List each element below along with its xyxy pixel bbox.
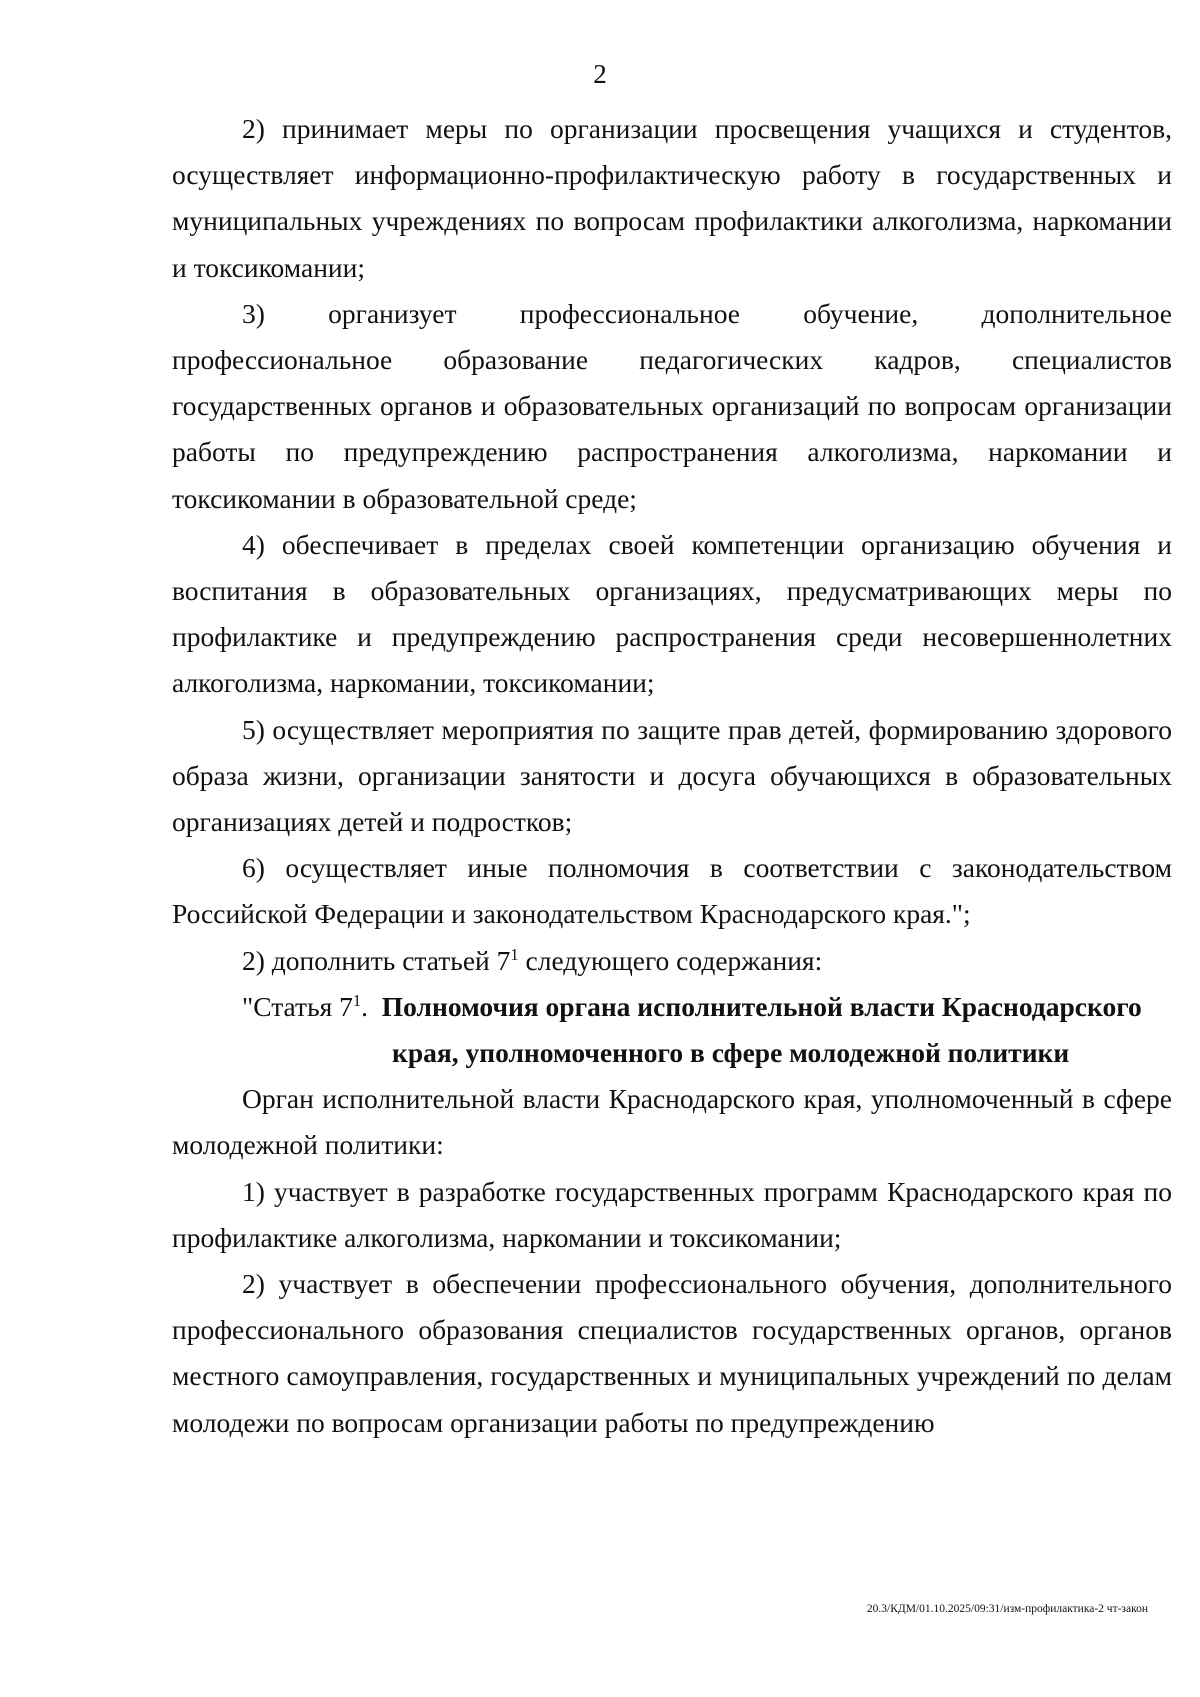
page-number: 2 [593, 59, 607, 89]
amendment-text-before: 2) дополнить статьей 7 [242, 944, 511, 976]
article-title-line2: края, уполномоченного в сфере молодежной политики [392, 1037, 1070, 1069]
document-body [172, 106, 1172, 1446]
paragraph-item-3-training: 3) организует профессиональное обучение, дополнительное профессиональное образование педагогических кадров, специалистов государственных органов и образовательных организаций по вопросам организации работы по предупреждению распространения алкоголизма, наркомании и токсикомании в образовательной среде; [172, 297, 1172, 514]
article-label-prefix: "Статья 7 [242, 990, 353, 1022]
paragraph-item-6-other-powers: 6) осуществляет иные полномочия в соответствии с законодательством Российской Федерации и законодательством Краснодарского края."; [172, 852, 1172, 930]
paragraph-article-item-1: 1) участвует в разработке государственных программ Краснодарского края по профилактике алкоголизма, наркомании и токсикомании; [172, 1175, 1172, 1253]
amendment-text-after: следующего содержания: [518, 944, 823, 976]
document-footer-code: 20.3/КДМ/01.10.2025/09:31/изм-профилактика-2 чт-закон [866, 1603, 1148, 1615]
amendment-instruction [172, 938, 1172, 984]
paragraph-item-5-children-rights: 5) осуществляет мероприятия по защите прав детей, формированию здорового образа жизни, организации занятости и досуга обучающихся в образовательных организациях детей и подростков; [172, 713, 1172, 838]
paragraph-item-2-education: 2) принимает меры по организации просвещения учащихся и студентов, осуществляет информационно-профилактическую работу в государственных и муниципальных учреждениях по вопросам профилактики алкоголизма, наркомании и токсикомании; [172, 113, 1172, 283]
paragraph-article-intro: Орган исполнительной власти Краснодарского края, уполномоченный в сфере молодежной политики: [172, 1083, 1172, 1161]
article-title-line1: Полномочия органа исполнительной власти Краснодарского [381, 990, 1142, 1022]
paragraph-article-item-2: 2) участвует в обеспечении профессионального обучения, дополнительного профессионального образования специалистов государственных органов, органов местного самоуправления, государственных и муниципальных учреждений по делам молодежи по вопросам организации работы по предупреждению [172, 1268, 1172, 1438]
paragraph-item-4-upbringing: 4) обеспечивает в пределах своей компетенции организацию обучения и воспитания в образовательных организациях, предусматривающих меры по профилактике и предупреждению распространения среди несовершеннолетних алкоголизма, наркомании, токсикомании; [172, 528, 1172, 699]
article-label [242, 991, 368, 1022]
article-label-superscript: 1 [352, 990, 362, 1010]
article-label-suffix: . [361, 990, 369, 1022]
amendment-superscript: 1 [510, 944, 519, 964]
article-heading [172, 984, 1172, 1076]
